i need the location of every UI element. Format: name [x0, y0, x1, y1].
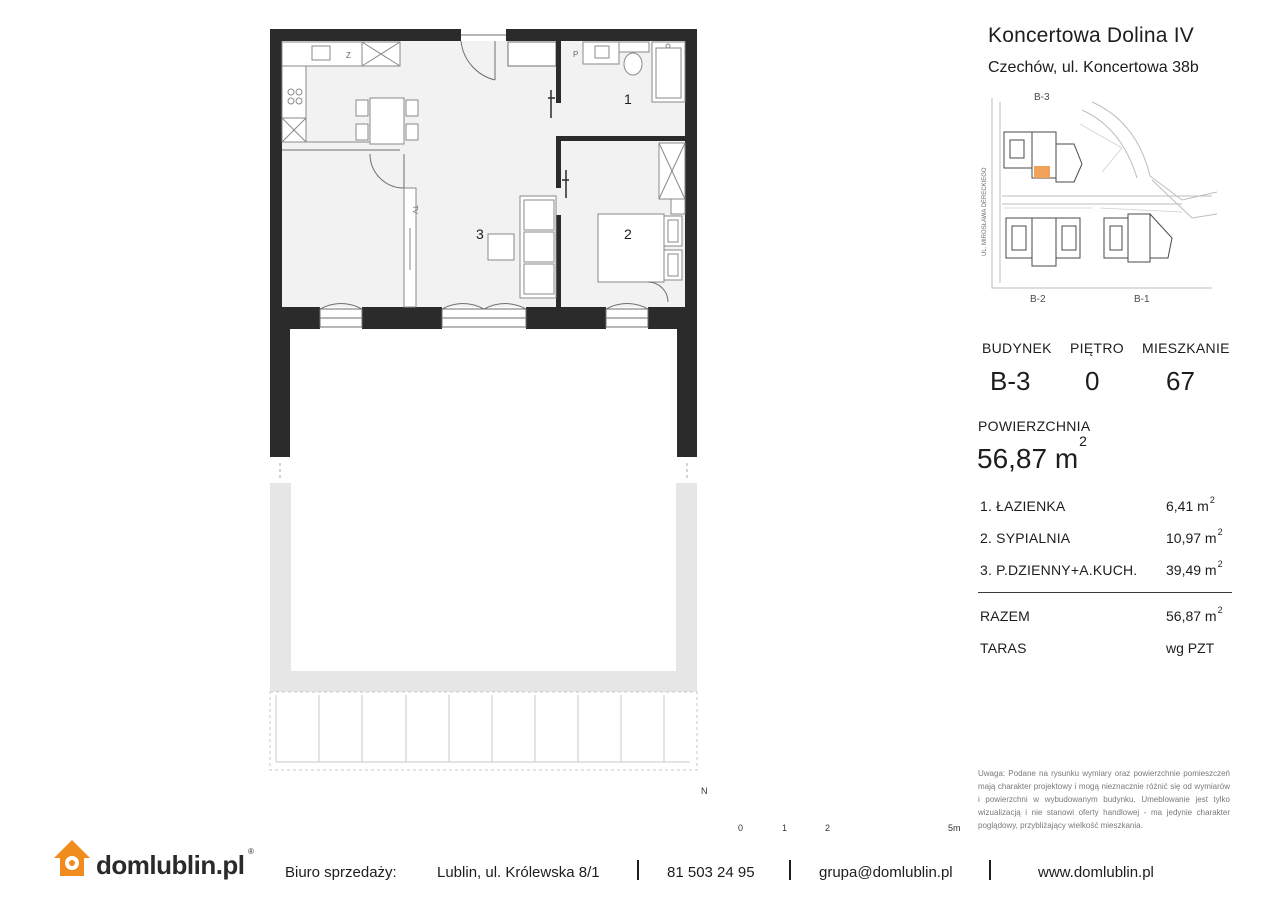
phone-number[interactable]: 81 503 24 95	[667, 864, 755, 881]
footer-separator	[789, 860, 791, 880]
kitchen-mark-p: P	[573, 50, 579, 59]
site-label-b2: B-2	[1030, 294, 1046, 305]
email-link[interactable]: grupa@domlublin.pl	[819, 864, 953, 881]
room-number-2: 2	[624, 226, 632, 242]
project-address: Czechów, ul. Koncertowa 38b	[988, 59, 1199, 76]
area-value	[977, 433, 1087, 475]
total-value: 56,87 $m^2$	[1166, 605, 1223, 624]
scale-tick-2: 2	[825, 823, 831, 833]
scale-tick-5m: 5m	[948, 823, 961, 833]
building-label: BUDYNEK	[982, 340, 1052, 356]
logo-text: domlublin.pl	[96, 850, 245, 880]
site-label-street: UL. MIROSŁAWA DERECKIEGO	[982, 167, 988, 256]
room-number-3: 3	[476, 226, 484, 242]
project-title: Koncertowa Dolina IV	[988, 24, 1194, 47]
office-label: Biuro sprzedaży:	[285, 864, 397, 881]
room-1-label: 1. ŁAZIENKA	[980, 498, 1066, 514]
floor-label: PIĘTRO	[1070, 340, 1124, 356]
site-plan-highlight	[1034, 166, 1050, 178]
room-2-value: 10,97 $m^2$	[1166, 527, 1223, 546]
building-value: B-3	[990, 366, 1031, 396]
floor-value: 0	[1085, 366, 1100, 396]
site-label-b1: B-1	[1134, 294, 1150, 305]
garden-paving	[270, 692, 697, 770]
site-label-b3: B-3	[1034, 92, 1050, 103]
room-3-label: 3. P.DZIENNY+A.KUCH.	[980, 562, 1138, 578]
room-1-value: 6,41 $m^2$	[1166, 495, 1215, 514]
scale-tick-1: 1	[782, 823, 788, 833]
house-logo-icon	[52, 838, 92, 878]
room-2-label: 2. SYPIALNIA	[980, 530, 1071, 546]
compass-north-label: N	[701, 786, 708, 796]
total-label: RAZEM	[980, 608, 1030, 624]
area-number: 56,87 m	[977, 443, 1079, 474]
area-unit-sup: 2	[1079, 433, 1087, 449]
unit-value: 67	[1166, 366, 1195, 396]
footer-separator	[637, 860, 639, 880]
office-address: Lublin, ul. Królewska 8/1	[437, 864, 600, 881]
terrace-label: TARAS	[980, 640, 1027, 656]
scale-tick-0: 0	[738, 823, 744, 833]
site-plan-map	[972, 88, 1222, 308]
tv-label: TV	[411, 205, 418, 214]
disclaimer-note: Uwaga: Podane na rysunku wymiary oraz powierzchnie pomieszczeń mają charakter projektowy i mogą nieznacznie różnić się od wymiarów i powierzchni w wybudowanym budynku. Umeblowanie jest tylko wizualizacją i nie stanowi oferty handlowej - ma jedynie charakter poglądowy, przybliżający wielkość mieszkania.	[978, 769, 1230, 830]
unit-label: MIESZKANIE	[1142, 340, 1230, 356]
footer-separator	[989, 860, 991, 880]
logo-registered-mark: ®	[248, 847, 254, 856]
terrace-value: wg PZT	[1166, 640, 1215, 656]
terrace	[270, 483, 697, 692]
website-link[interactable]: www.domlublin.pl	[1038, 864, 1154, 881]
summary-divider	[978, 592, 1232, 593]
kitchen-mark-z: Z	[346, 51, 351, 60]
room-3-value: 39,49 $m^2$	[1166, 559, 1223, 578]
room-number-1: 1	[624, 91, 632, 107]
area-label: POWIERZCHNIA	[978, 418, 1091, 434]
